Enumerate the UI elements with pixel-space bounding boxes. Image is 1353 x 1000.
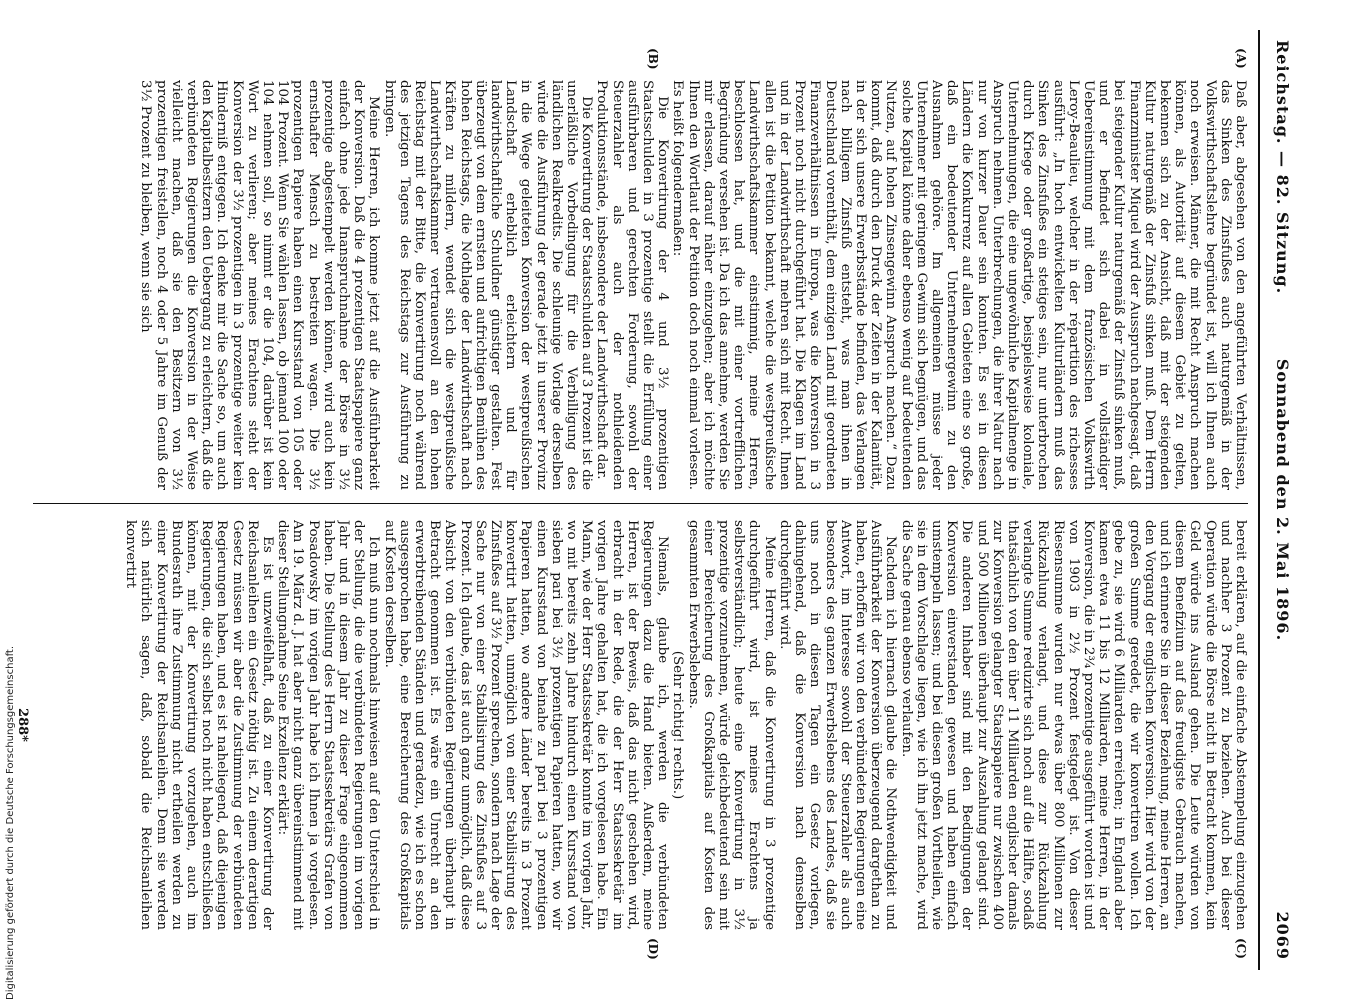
- right-column: [38, 520, 1248, 930]
- margin-mark-a: (A): [1234, 48, 1248, 69]
- margin-mark-d: (D): [646, 938, 660, 960]
- digitization-note: [2, 600, 16, 1000]
- paragraph: Ich muß nun nochmals hinweisen auf den Unterschied in der Stellung, die die verbündeten Regierungen im vorigen Jahr und in diesem Jahr zu dieser Frage eingenommen haben. Die Stellung des Herrn Staatssekretärs Grafen von Posadowsky im vorigen Jahr habe ich Ihnen ja vorgelesen. Am 19. März d. J. hat aber nicht ganz übereinstimmend mit dieser Stellungnahme Seine Exzellenz erklärt:: [275, 520, 382, 930]
- left-column: [38, 80, 1248, 490]
- column-divider: [33, 503, 1248, 504]
- header-rule: [1258, 30, 1260, 970]
- page-signature: 288*: [15, 708, 30, 742]
- paragraph: Meine Herren, daß die Konvertirung in 3 prozentige durchgeführt wird, ist meines Erachtens ja selbstverständlich; heute eine Konvertirung in 3½ prozentige vorzunehmen, würde gleichbedeutend sein mit einer Bereicherung des Großkapitals auf Kosten des gesammten Erwerbslebens.: [685, 520, 777, 930]
- page-number: 2069: [1273, 911, 1292, 960]
- quote-paragraph: Es ist unzweifelhaft, daß zu einer Konvertirung der Reichsanleihen ein Gesetz nöthig ist. Zu einem derartigen Gesetz müssen wir aber die Zustimmung der verbündeten Regierungen haben, und es ist naheliegend, daß diejenigen Regierungen, die sich selbst noch nicht haben entschließen können, mit der Konvertirung vorzugehen, auch im Bundesrath ihre Zustimmung nicht ertheilen werden zu einer Konvertirung der Reichsanleihen. Denn sie werden sich natürlich sagen, daß, sobald die Reichsanleihen konvertirt: [123, 520, 275, 930]
- paragraph: bereit erklären, auf die einfache Abstempelung einzugehen und nachher 3 Prozent zu beziehen. Auch bei dieser Operation würde die Börse nicht in Betracht kommen, kein Geld würde ins Ausland gehen. Die Leute würden von diesem Benefizium auf das freudigste Gebrauch machen, und ich erinnere Sie in dieser Beziehung, meine Herren, an den Vorgang der englischen Konversion. Hier wird von der großen Summe geredet, die wir konvertiren wollen. Ich gebe zu, sie wird 6 Milliarden erreichen; in England aber kamen etwa 11 bis 12 Milliarden, meine Herren, in der Konversion, die in 2¾ prozentige ausgeführt worden ist und von 1903 in 2½ Prozent festgelegt ist. Von dieser Riesensumme wurden nur etwas über 800 Millionen zur Rückzahlung verlangt, und diese zur Rückzahlung verlangte Summe reduzirte sich noch auf die Hälfte, sodaß thatsächlich von den über 11 Milliarden englischer damals zur Konversion gelangter Staatspapiere nur zwischen 400 und 500 Millionen überhaupt zur Auszahlung gelangt sind. Die anderen Inhaber sind mit den Bedingungen der Konversion einverstanden gewesen und haben einfach umstempeln lassen; und bei diesen großen Vortheilen, wie sie in dem Vorschlage liegen, wie ich ihn jetzt mache, wird die Sache genau ebenso verlaufen.: [898, 520, 1248, 930]
- paragraph: Niemals, glaube ich, werden die verbündeten Regierungen dazu die Hand bieten. Außerdem, meine Herren, ist der Beweis, daß das nicht geschehen wird, erbracht in der Rede, die der Herr Staatssekretär im vorigen Jahre gehalten hat, die ich vorgelesen habe. Ein Mann, wie der Herr Staatssekretär konnte im vorigen Jahr, wo mit bereits zehn Jahre hindurch einen Kursstand von sieben pari bei 3½ prozentigen Papieren hatten, wo wir einen Kursstand von beinahe zu pari bei 3 prozentigen Papieren hatten, wo andere Länder bereits in 3 Prozent konvertirt hatten, unmöglich von einer Stabilisirung des Zinsfußes auf 3½ Prozent sprechen, sondern nach Lage der Sache nur von einer Stabilisirung des Zinsfußes auf 3 Prozent. Ich glaube, das ist auch ganz unmöglich, daß diese Absicht von den verbündeten Regierungen überhaupt in Betracht genommen ist. Es wäre ein Unrecht an den erwerbtreibenden Ständen und geradezu, wie ich es schon ausgesprochen habe, eine Bereicherung des Großkapitals auf Kosten derselben.: [381, 520, 671, 930]
- paragraph: Nachdem ich hiernach glaube die Nothwendigkeit und Ausführbarkeit der Konversion überzeugend dargethan zu haben, erhoffen wir von den verbündeten Regierungen eine Antwort, im Interesse sowohl der Steuerzahler als auch besonders des ganzen Erwerbslebens des Landes, daß sie uns noch in diesen Tagen ein Gesetz vorlegen, dahingehend, daß die Konversion nach demselben durchgeführt wird.: [776, 520, 899, 930]
- paragraph: Daß aber, abgesehen von den angeführten Verhältnissen, das Sinken des Zinsfußes auch naturgemäß in der Volkswirthschaftslehre begründet ist, will ich Ihnen auch noch erweisen. Männer, die mit Recht Anspruch machen können, als Autorität auf diesem Gebiet zu gelten, bekennen sich zu der Ansicht, daß mit der steigenden Kultur naturgemäß der Zinsfuß sinken muß. Dem Herrn Finanzminister Miquel wird der Ausspruch nachgesagt, daß bei steigender Kultur naturgemäß der Zinsfuß sinken muß, und er befindet sich dabei in vollständiger Uebereinstimmung mit dem französischen Volkswirth Leroy-Beaulieu, welcher in der répartition des richesses ausführt: „In hoch entwickelten Kulturländern muß das Sinken des Zinsfußes ein stetiges sein, nur unterbrochen durch Kriege oder großartige, beispielsweise koloniale, Unternehmungen, die eine ungewöhnliche Kapitalmenge in Anspruch nehmen. Unterbrechungen, die ihrer Natur nach nur von kurzer Dauer sein konnten. Es sei in diesen Ländern die Konkurrenz auf allen Gebieten eine so große, daß ein bedeutender Unternehmergewinn zu den Ausnahmen gehöre. Im allgemeinen müsse jeder Unternehmer mit geringem Gewinn sich begnügen, und das solche Kapital könne daher ebenso wenig auf bedeutenden Nutzen, auf hohen Zinsengewinn Anspruch machen.“ Dazu kommt, daß durch den Druck der Zeiten in der Kalamität, in der sich unsere Erwerbsstände befinden, das Verlangen nach billigem Zinsfuß entsteht, was man ihnen in Deutschland vorenthält, dem einzigen Land mit geordneten Finanzverhältnissen in Europa, was die Konversion in 3 Prozent noch nicht durchgeführt hat. Die Klagen im Land und in der Landwirthschaft mehren sich mit Recht. Ihnen allen ist die Petition bekannt, welche die westpreußische Landwirthschaftskammer einstimmig, meine Herren, beschlossen hat, und die mit einer vortrefflichen Begründung versehen ist. Da ich das annehme, werden Sie mir erlassen, darauf näher einzugehen; aber ich möchte Ihnen den Wortlaut der Petition doch noch einmal vorlesen. Es heißt folgendermaßen:: [670, 80, 1248, 490]
- header-session: Reichstag. — 82. Sitzung.: [1273, 40, 1292, 295]
- petition-paragraph: Die Konvertirung der Staatsschulden auf 3 Prozent ist die unerläßliche Vorbedingung für die Verbilligung des ländlichen Realkredits. Die schleunige Vorlage derselben würde die Ausführung der gerade jetzt in unserer Provinz in die Wege geleiteten Konversion der westpreußischen Landschaft erheblich erleichtern und für landwirthschaftliche Schuldner günstiger gestalten. Fest überzeugt von dem ernsten und aufrichtigen Bemühen des hohen Reichstags, die Nothlage der Landwirthschaft nach Kräften zu mildern, wendet sich die westpreußische Landwirthschaftskammer vertrauensvoll an den hohen Reichstag mit der Bitte, die Konvertirung noch während des jetzigen Tagens des Reichstags zur Ausführung zu bringen.: [381, 80, 595, 490]
- petition-paragraph: Die Konvertirung der 4 und 3½ prozentigen Staatsschulden in 3 prozentige stellt die Erfüllung einer ausführbaren und gerechten Forderung, sowohl der Steuerzahler als auch der nothleidenden Produktionsstände, insbesondere der Landwirthschaft dar.: [594, 80, 671, 490]
- running-header: [1264, 40, 1292, 960]
- interjection: (Sehr richtig! rechts.): [670, 650, 686, 800]
- margin-mark-c: (C): [1234, 938, 1248, 959]
- margin-mark-b: (B): [646, 48, 660, 70]
- footer-note-text: Digitalisierung gefördert durch die Deutsche Forschungsgemeinschaft.: [5, 645, 16, 1000]
- paragraph: Meine Herren, ich komme jetzt auf die Ausführbarkeit der Konversion. Daß die 4 prozentigen Staatspapiere ganz einfach ohne jede Inanspruchnahme der Börse in 3½ prozentige abgestempelt werden können, wird auch kein ernsthafter Mensch zu bestreiten wagen. Die 3½ prozentigen Papiere haben einen Kursstand von 105 oder 104 Prozent. Wenn Sie wählen lassen, ob jemand 100 oder 104 nehmen soll, so nimmt er die 104, darüber ist kein Wort zu verlieren; aber meines Erachtens steht der Konversion der 3½ prozentigen in 3 prozentige weiter kein Hinderniß entgegen. Ich denke mir die Sache so, um auch den Kapitalbesitzern den Uebergang zu erleichtern, daß die verbündeten Regierungen die Konversion in der Weise vielleicht machen, daß sie den Besitzern von 3½ prozentigen freistellen, noch 4 oder 5 Jahre im Genuß der 3½ Prozent zu bleiben, wenn sie sich: [138, 80, 382, 490]
- header-date: Sonnabend den 2. Mai 1896.: [1273, 358, 1292, 642]
